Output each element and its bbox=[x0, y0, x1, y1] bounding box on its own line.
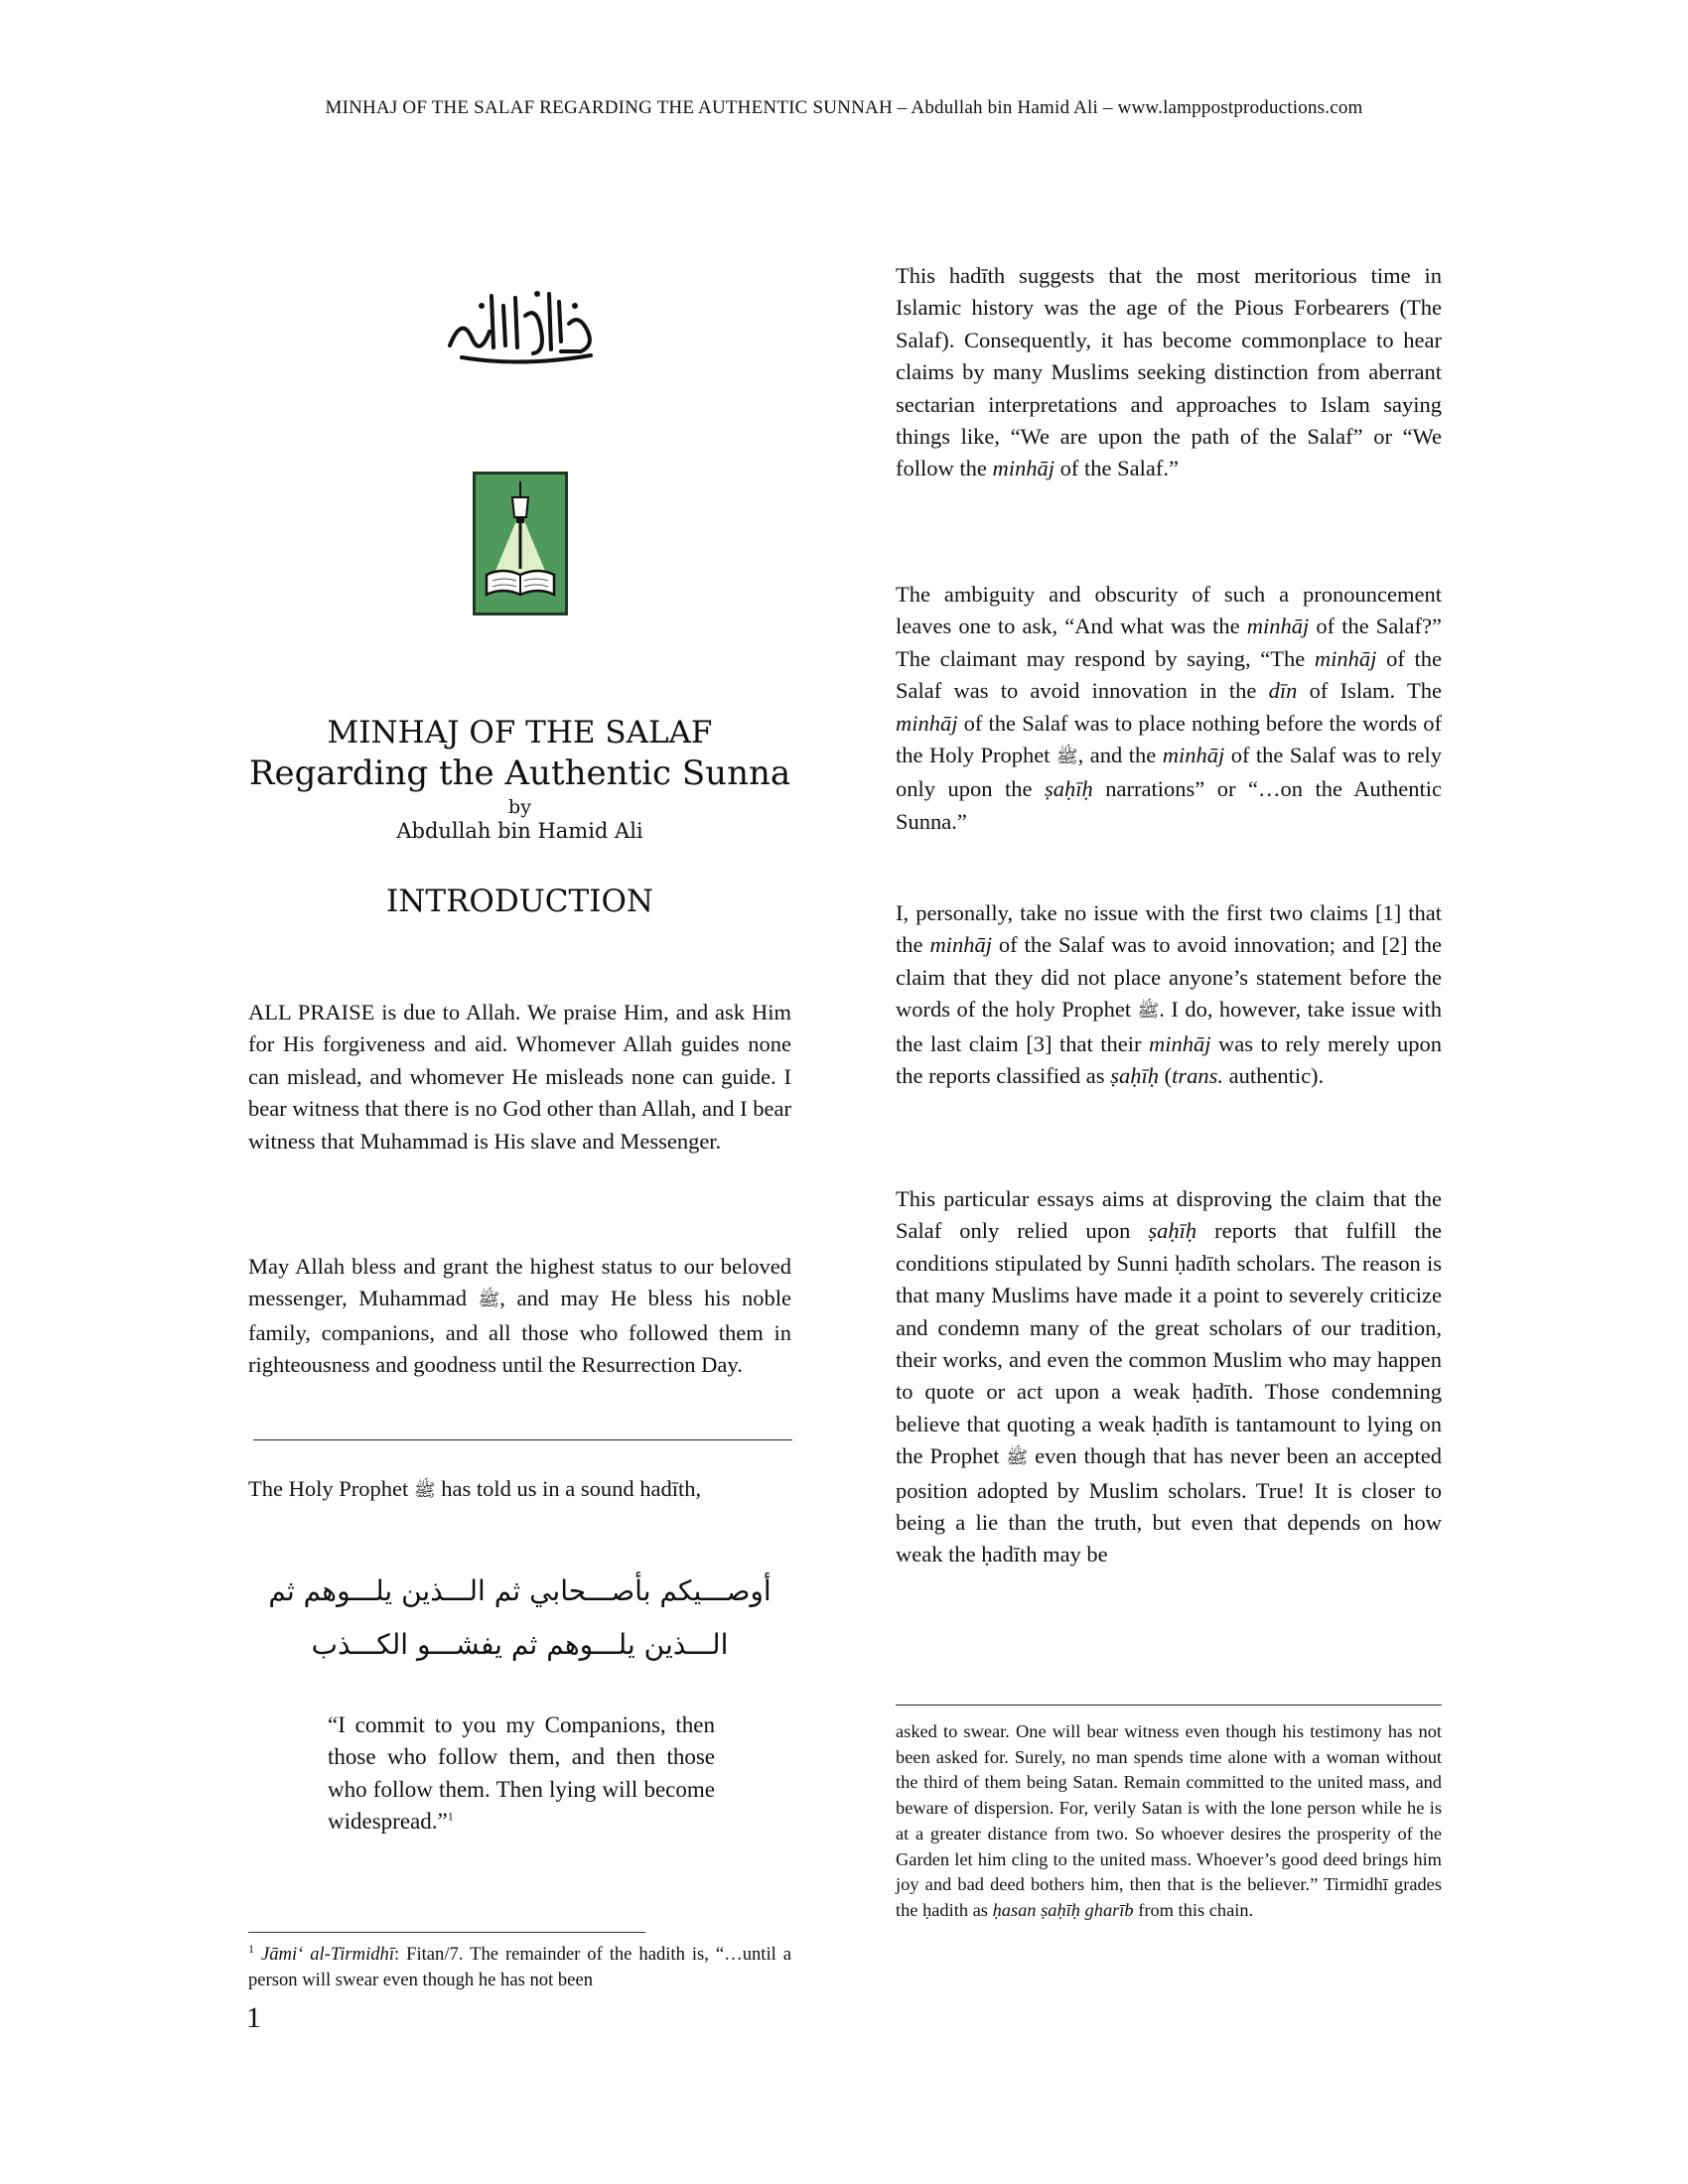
paragraph-blessing: May Allah bless and grant the highest status to our beloved messenger, Muhammad ﷺ, and may He bless his noble family, companions, and all those who followed them in righteousness and goodness until the Resurrection Day. bbox=[248, 1254, 791, 1378]
divider bbox=[253, 1439, 792, 1440]
paragraph-praise: ALL PRAISE is due to Allah. We praise Him, and ask Him for His forgiveness and aid. Whomever Allah guides none can mislead, and whomever He misleads none can guide. I bear witness that there is no God other than Allah, and I bear witness that Muhammad is His slave and Messenger. bbox=[248, 1000, 791, 1154]
lamp-book-emblem-icon bbox=[473, 472, 568, 615]
hadith-translation-quote: “I commit to you my Companions, then those who follow them, and then those who follow them. Then lying will become widespread.”$^1$ bbox=[328, 1712, 715, 1835]
footnote-rule bbox=[896, 1705, 1442, 1706]
page-number: 1 bbox=[246, 2001, 261, 2034]
bismillah-calligraphy-icon bbox=[442, 276, 601, 367]
paragraph-ambiguity: The ambiguity and obscurity of such a pronouncement leaves one to ask, “And what was the minhāj of the Salaf?” The claimant may respond by saying, “The minhāj of the Salaf was to avoid innovation in the dīn of Islam. The minhāj of the Salaf was to place nothing before the words of the Holy Prophet ﷺ, and the minhāj of the Salaf was to rely only upon the ṣaḥīḥ narrations” or “…on the Authentic Sunna.” bbox=[896, 582, 1443, 834]
footnote-marker[interactable]: 1 bbox=[447, 1809, 454, 1824]
footnote-1: $^1$ Jāmi‘ al-Tirmidhī: Fitan/7. The remainder of the hadith is, “…until a person will swear even though he has not been bbox=[248, 1941, 791, 1990]
paragraph-hadith-intro: The Holy Prophet ﷺ has told us in a sound hadīth, bbox=[248, 1476, 702, 1501]
pbuh-icon: ﷺ bbox=[478, 1290, 500, 1311]
running-header: MINHAJ OF THE SALAF REGARDING THE AUTHENTIC SUNNAH – Abdullah bin Hamid Ali – www.lamppostproductions.com bbox=[325, 97, 1363, 118]
arabic-hadith-line-1: أوصـــيكم بأصـــحابي ثم الـــذين يلـــوهم ثم bbox=[268, 1574, 772, 1607]
pbuh-icon: ﷺ bbox=[1055, 747, 1078, 768]
document-title: MINHAJ OF THE SALAF bbox=[327, 715, 713, 751]
arabic-hadith-line-2: الـــذين يلـــوهم ثم يفشـــو الكـــذب bbox=[311, 1628, 729, 1661]
footnote-rule bbox=[248, 1932, 645, 1933]
paragraph-salaf-claims: This hadīth suggests that the most meritorious time in Islamic history was the age of the Pious Forbearers (The Salaf). Consequently, it has become commonplace to hear claims by many Muslims seeking distinction from aberrant sectarian interpretations and approaches to Islam saying things like, “We are upon the path of the Salaf” or “We follow the minhāj of the Salaf.” bbox=[896, 263, 1442, 481]
footnote-1-continued: asked to swear. One will bear witness even though his testimony has not been asked for. Surely, no man spends time alone with a woman without the third of them being Satan. Remain committed to the united mass, and beware of dispersion. For, verily Satan is with the lone person while he is at a greater distance from two. So whoever desires the prosperity of the Garden let him cling to the united mass. Whoever’s good deed brings him joy and bad deed bothers him, then that is the believer.” Tirmidhī grades the ḥadith as ḥasan ṣaḥīḥ gharīb from this chain. bbox=[896, 1721, 1442, 1920]
title-by: by bbox=[508, 796, 531, 818]
document-subtitle: Regarding the Authentic Sunna bbox=[248, 753, 791, 793]
paragraph-essay-aim: This particular essays aims at disproving the claim that the Salaf only relied upon ṣaḥīḥ reports that fulfill the conditions stipulated by Sunni ḥadīth scholars. The reason is that many Muslims have made it a point to severely criticize and condemn many of the great scholars of our tradition, their works, and even the common Muslim who may happen to quote or act upon a weak ḥadīth. Those condemning believe that quoting a weak ḥadīth is tantamount to lying on the Prophet ﷺ even though that has never been an accepted position adopted by Muslim scholars. True! It is closer to being a lie than the truth, but even that depends on how weak the ḥadīth may be bbox=[896, 1186, 1443, 1568]
section-heading: INTRODUCTION bbox=[386, 884, 653, 919]
pbuh-icon: ﷺ bbox=[1137, 1001, 1160, 1023]
pbuh-icon: ﷺ bbox=[413, 1480, 436, 1501]
pbuh-icon: ﷺ bbox=[1006, 1447, 1029, 1469]
author-name: Abdullah bin Hamid Ali bbox=[396, 819, 643, 843]
footnote-source: Jāmi‘ al-Tirmidhī bbox=[260, 1944, 394, 1965]
title-block bbox=[248, 713, 791, 845]
paragraph-personal-view: I, personally, take no issue with the first two claims [1] that the minhāj of the Salaf was to avoid innovation; and [2] the claim that they did not place anyone’s statement before the words of the holy Prophet ﷺ. I do, however, take issue with the last claim [3] that their minhāj was to rely merely upon the reports classified as ṣaḥīḥ (trans. authentic). bbox=[896, 900, 1442, 1089]
